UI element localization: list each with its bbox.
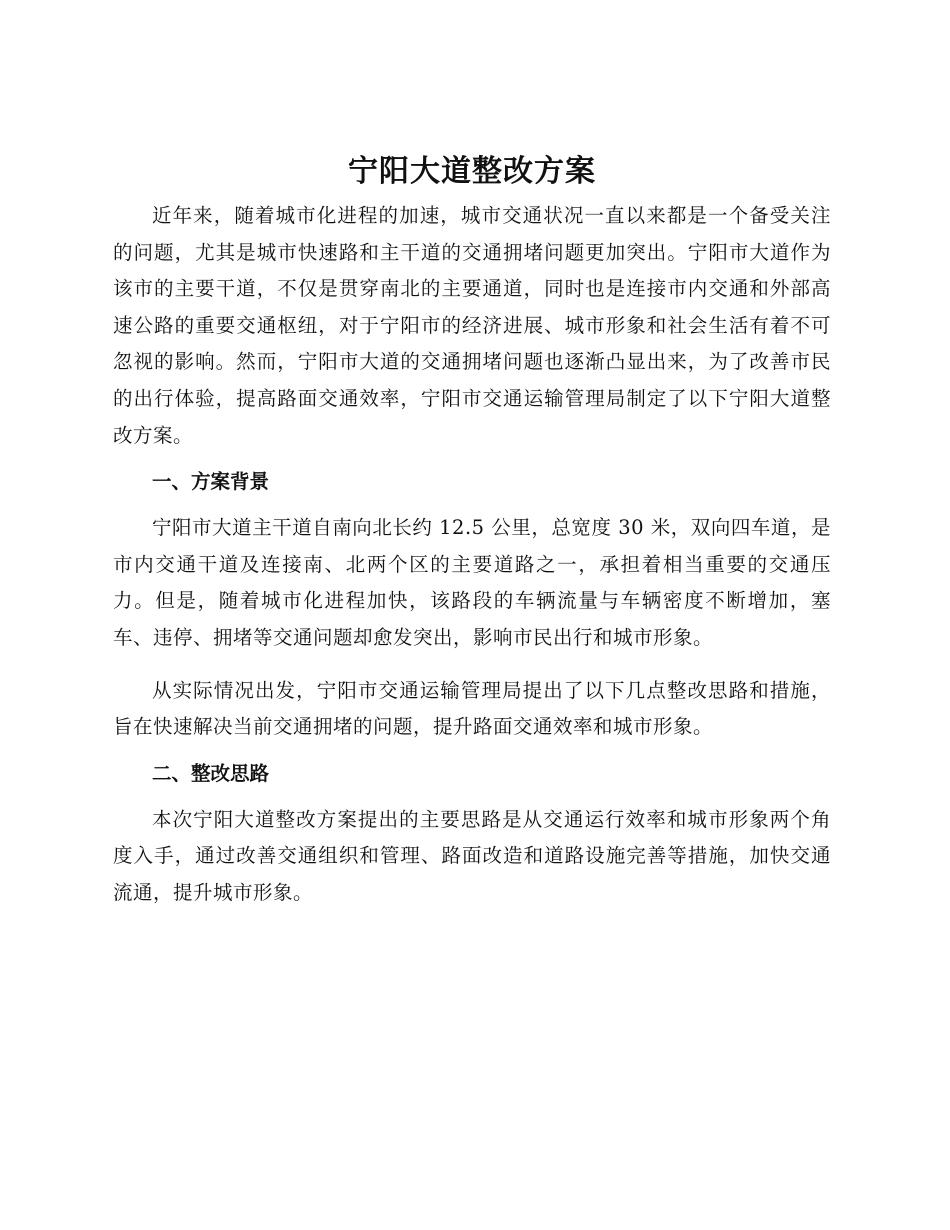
background-paragraph-2: 从实际情况出发，宁阳市交通运输管理局提出了以下几点整改思路和措施，旨在快速解决当前交通拥堵的问题，提升路面交通效率和城市形象。 — [113, 678, 831, 739]
background-paragraph-1: 宁阳市大道主干道自南向北长约 12.5 公里，总宽度 30 米，双向四车道，是市内交通干道及连接南、北两个区的主要道路之一，承担着相当重要的交通压力。但是，随着城市化进程加快，该路段的车辆流量与车辆密度不断增加，塞车、违停、拥堵等交通问题却愈发突出，影响市民出行和城市形象。 — [113, 516, 831, 649]
approach-paragraph-1: 本次宁阳大道整改方案提出的主要思路是从交通运行效率和城市形象两个角度入手，通过改善交通组织和管理、路面改造和道路设施完善等措施，加快交通流通，提升城市形象。 — [113, 807, 831, 904]
spacer — [113, 792, 831, 802]
intro-paragraph: 近年来，随着城市化进程的加速，城市交通状况一直以来都是一个备受关注的问题，尤其是城市快速路和主干道的交通拥堵问题更加突出。宁阳市大道作为该市的主要干道，不仅是贯穿南北的主要通道，同时也是连接市内交通和外部高速公路的重要交通枢纽，对于宁阳市的经济进展、城市形象和社会生活有着不可忽视的影响。然而，宁阳市大道的交通拥堵问题也逐渐凸显出来，为了改善市民的出行体验，提高路面交通效率，宁阳市交通运输管理局制定了以下宁阳大道整改方案。 — [113, 204, 831, 447]
section-heading-approach: 二、整改思路 — [152, 761, 270, 785]
spacer — [113, 657, 831, 673]
document-title: 宁阳大道整改方案 — [348, 154, 596, 189]
section-heading-background: 一、方案背景 — [152, 470, 270, 494]
spacer — [113, 500, 831, 510]
spacer — [113, 454, 831, 464]
document-body — [113, 150, 831, 912]
spacer — [113, 746, 831, 756]
